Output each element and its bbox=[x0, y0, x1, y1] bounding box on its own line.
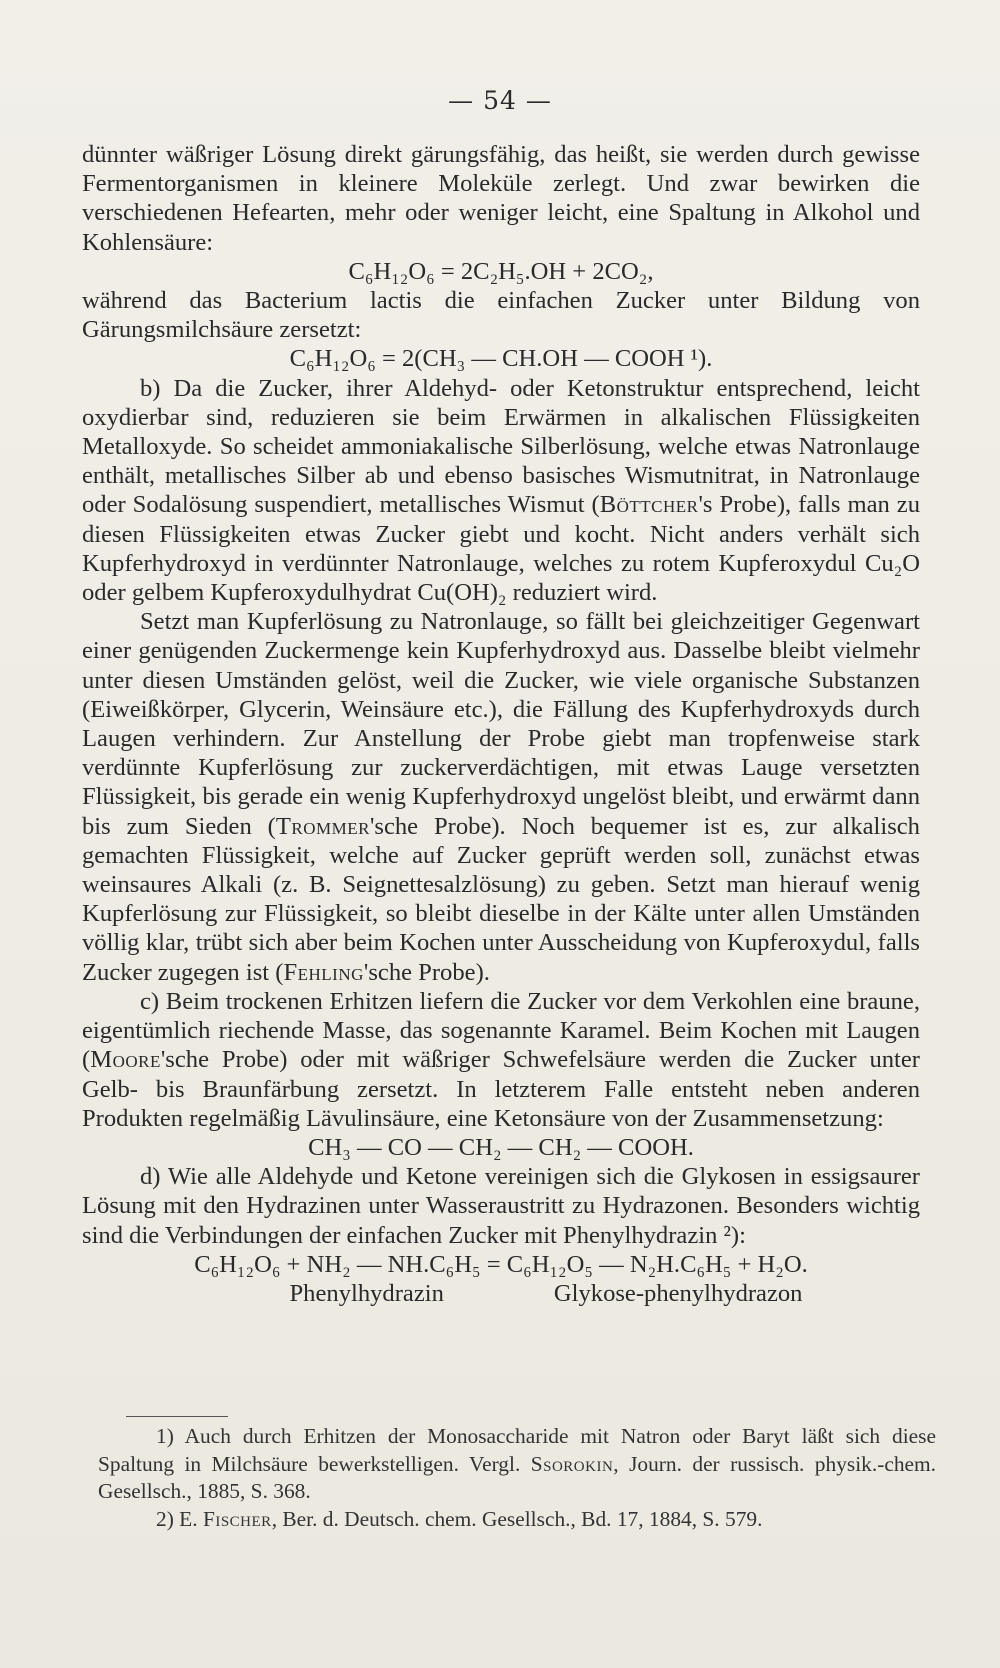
label-phenylhydrazin: Phenylhydrazin bbox=[289, 1279, 444, 1307]
paragraph-copper-tests bbox=[82, 607, 920, 987]
paragraph-caramel bbox=[82, 987, 920, 1133]
text-run: 1) Auch durch Erhitzen der Monosaccharide mit Natron oder Baryt läßt sich diese Spaltung in Milchsäure bewerkstelligen. Vergl. bbox=[98, 1424, 936, 1476]
text-run: 's Probe), falls man zu diesen Flüssigkeiten etwas Zucker giebt und kocht. Nicht anders verhält sich Kupferhydroxyd in verdünnter Natronlauge, welches zu rotem Kupferoxydul Cu₂O oder gelbem Kupferoxydulhydrat Cu(OH)₂ reduziert wird. bbox=[82, 491, 920, 607]
footnote-2 bbox=[98, 1506, 936, 1534]
text-run: , Journ. der russisch. physik.-chem. Gesellsch., 1885, S. 368. bbox=[98, 1451, 936, 1503]
author-bottcher: Böttcher bbox=[599, 491, 699, 519]
label-glykose-phenylhydrazon: Glykose-phenylhydrazon bbox=[553, 1279, 803, 1307]
text-run: 'sche Probe). Noch bequemer ist es, zur alkalisch gemachten Flüssigkeit, welche auf Zucker geprüft werden soll, zunächst etwas weinsaures Alkali (z. B. Seignettesalzlösung) zu geben. Setzt man hierauf wenig Kupferlösung zur Flüssigkeit, so bleibt dieselbe in der Kälte unter allen Umständen völlig klar, trübt sich aber beim Kochen unter Ausscheidung von Kupferoxydul, falls Zucker zugegen ist ( bbox=[82, 812, 920, 986]
formula-lactic-acid: C₆H₁₂O₆ = 2(CH₃ — CH.OH — COOH ¹). bbox=[289, 345, 713, 373]
footnote-1 bbox=[98, 1423, 936, 1506]
paragraph-fermentation: dünnter wäßriger Lösung direkt gärungsfähig, das heißt, sie werden durch gewisse Fermentorganismen in kleinere Moleküle zerlegt. Und zwar bewirken die verschiedenen Hefearten, mehr oder weniger leicht, eine Spaltung in Alkohol und Kohlensäure: bbox=[82, 141, 920, 256]
author-ssorokin: Ssorokin bbox=[530, 1451, 614, 1476]
paragraph-lactic: während das Bacterium lactis die einfachen Zucker unter Bildung von Gärungsmilchsäure zersetzt: bbox=[82, 287, 920, 344]
formula-labels bbox=[82, 1279, 920, 1308]
text-run: 'sche Probe). bbox=[363, 958, 490, 986]
footnotes bbox=[98, 1423, 936, 1533]
formula-levulinic-acid: CH₃ — CO — CH₂ — CH₂ — COOH. bbox=[308, 1133, 694, 1161]
paragraph-hydrazones: d) Wie alle Aldehyde und Ketone vereinigen sich die Glykosen in essigsaurer Lösung mit den Hydrazinen unter Wasseraustritt zu Hydrazonen. Besonders wichtig sind die Verbindungen der einfachen Zucker mit Phenylhydrazin ²): bbox=[82, 1163, 920, 1249]
footnote-divider bbox=[126, 1416, 228, 1417]
author-trommer: Trommer bbox=[275, 812, 370, 840]
page-number: — 54 — bbox=[448, 86, 552, 115]
body-text bbox=[82, 140, 920, 1308]
paragraph-oxidation bbox=[82, 374, 920, 608]
text-run: , Ber. d. Deutsch. chem. Gesellsch., Bd. 17, 1884, S. 579. bbox=[271, 1506, 763, 1531]
formula-phenylhydrazone: C₆H₁₂O₆ + NH₂ — NH.C₆H₅ = C₆H₁₂O₅ — N₂H.C₆H₅ + H₂O. bbox=[194, 1250, 808, 1278]
author-fehling: Fehling bbox=[283, 958, 364, 986]
author-moore: Moore bbox=[90, 1046, 161, 1074]
text-run: c) Beim trockenen Erhitzen liefern die Zucker vor dem Verkohlen eine braune, eigentümlich riechende Masse, das sogenannte Karamel. Beim Kochen mit Laugen ( bbox=[82, 987, 920, 1074]
author-fischer: Fischer bbox=[202, 1506, 272, 1531]
text-run: b) Da die Zucker, ihrer Aldehyd- oder Ketonstruktur entsprechend, leicht oxydierbar sind, reduzieren sie beim Erwärmen in alkalischen Flüssigkeiten Metalloxyde. So scheidet ammoniakalische Silberlösung, welche etwas Natronlauge enthält, metallisches Silber ab und ebenso basisches Wismutnitrat, in Natronlauge oder Sodalösung suspendiert, metallisches Wismut ( bbox=[82, 374, 920, 519]
formula-alcoholic-fermentation: C₆H₁₂O₆ = 2C₂H₅.OH + 2CO₂, bbox=[348, 257, 654, 285]
text-run: Setzt man Kupferlösung zu Natronlauge, so fällt bei gleichzeitiger Gegenwart einer genügenden Zuckermenge kein Kupferhydroxyd aus. Dasselbe bleibt vielmehr unter diesen Umständen gelöst, weil die Zucker, wie viele organische Substanzen (Eiweißkörper, Glycerin, Weinsäure etc.), die Fällung des Kupferhydroxyds durch Laugen verhindern. Zur Anstellung der Probe giebt man tropfenweise stark verdünnte Kupferlösung zur zuckerverdächtigen, mit etwas Lauge versetzten Flüssigkeit, bis gerade ein wenig Kupferhydroxyd ungelöst bleibt, und erwärmt dann bis zum Sieden ( bbox=[82, 608, 920, 840]
text-run: 'sche Probe) oder mit wäßriger Schwefelsäure werden die Zucker unter Gelb- bis Braunfärbung zersetzt. In letzterem Falle entsteht neben anderen Produkten regelmäßig Lävulinsäure, eine Ketonsäure von der Zusammensetzung: bbox=[82, 1046, 920, 1132]
text-run: 2) E. bbox=[156, 1506, 203, 1531]
